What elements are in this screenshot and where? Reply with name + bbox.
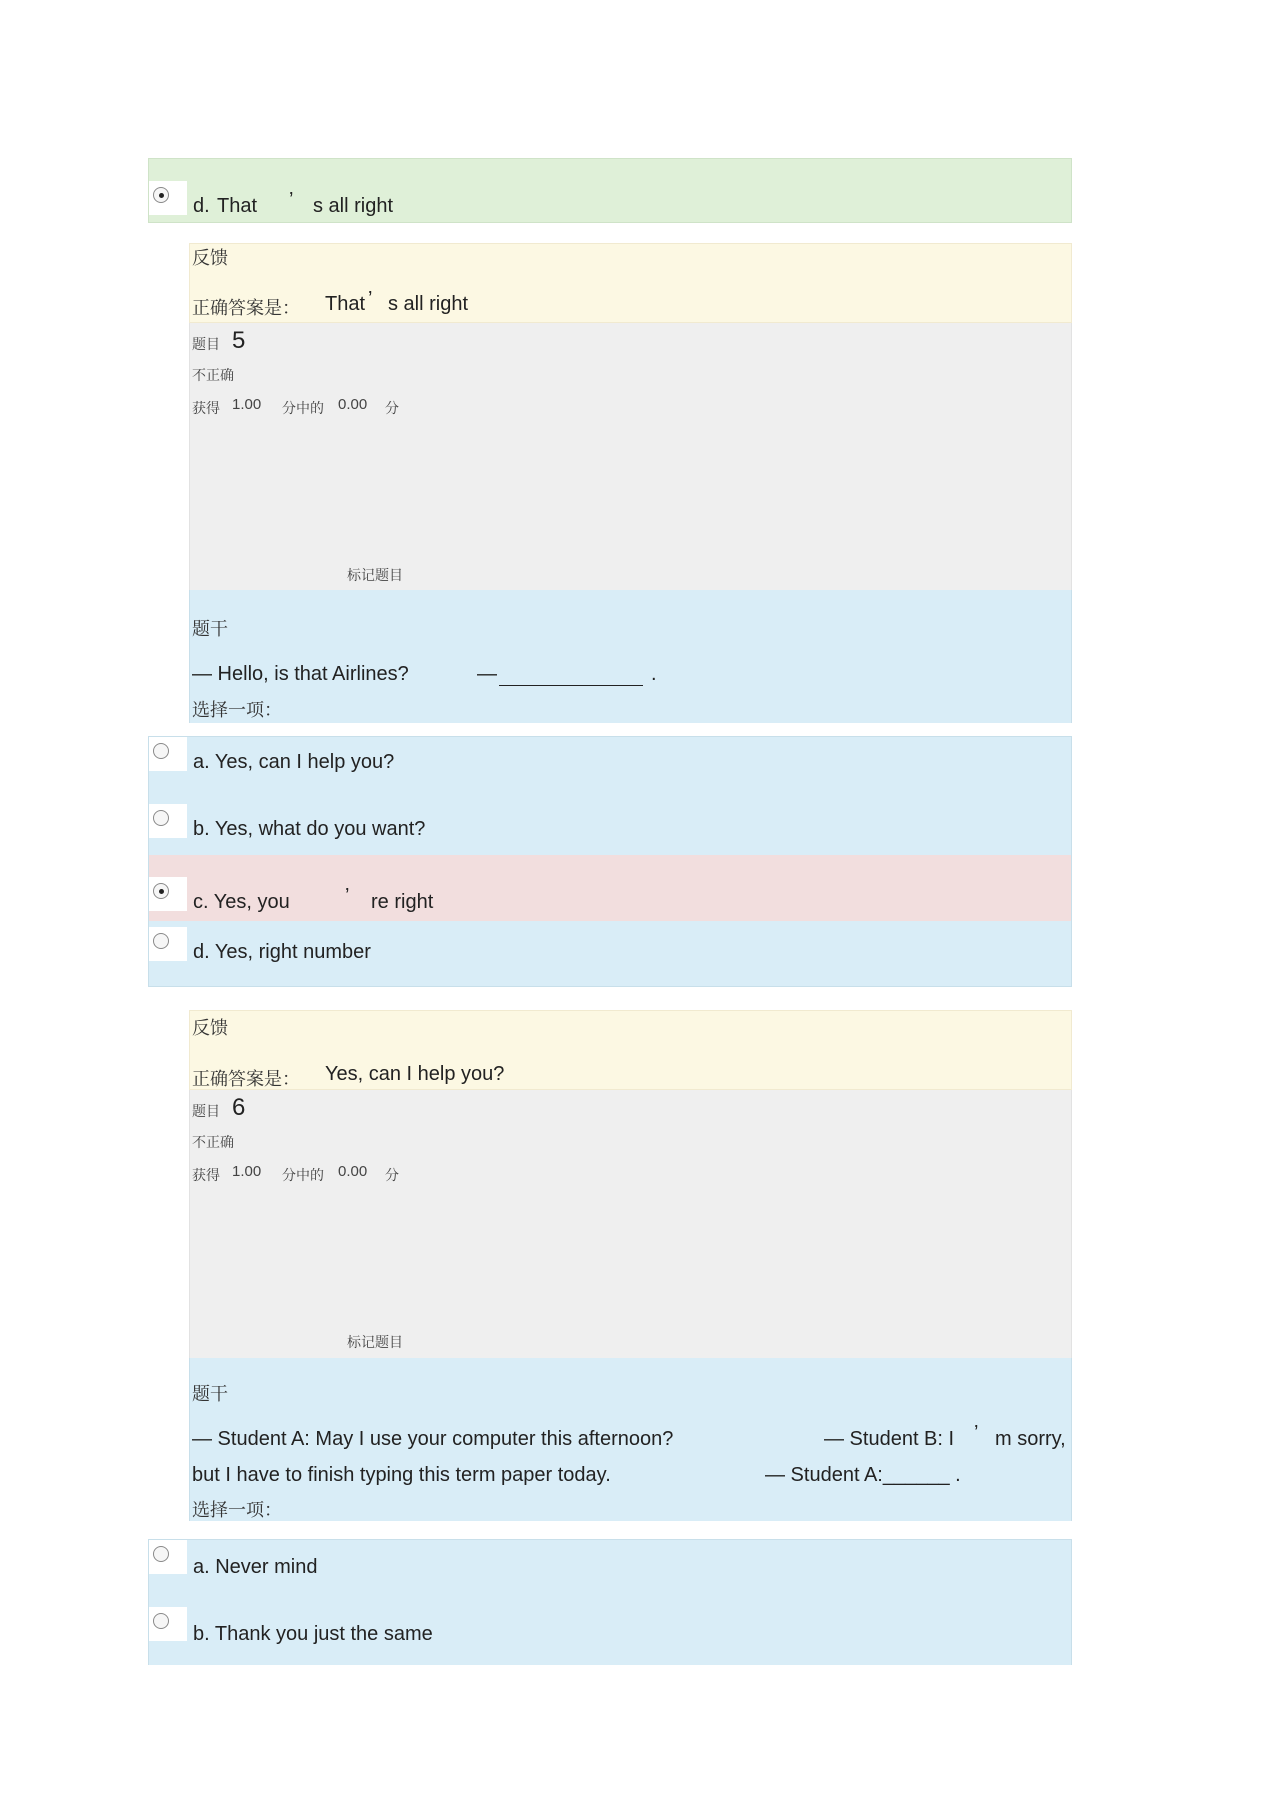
option-text: b. Yes, what do you want? [193,818,426,840]
option-text-tail: re right [371,891,434,913]
option-row-a[interactable] [149,737,1071,797]
option-text: d. Yes, right number [193,941,371,963]
stem-heading: 题干 [192,619,228,640]
radio-ring-icon [153,1546,169,1562]
radio-button[interactable] [149,737,187,771]
radio-ring-icon [153,883,169,899]
radio-button[interactable] [149,1607,187,1641]
radio-dot-icon [159,193,164,198]
flag-question-link[interactable]: 标记题目 [347,1335,403,1351]
option-text: a. Never mind [193,1556,318,1578]
radio-ring-icon [153,933,169,949]
max-value: 0.00 [338,396,368,413]
option-letter: d. [193,195,210,217]
option-text: a. Yes, can I help you? [193,751,395,773]
question-status: 不正确 [192,1135,234,1151]
radio-button[interactable] [149,804,187,838]
question-status: 不正确 [192,368,234,384]
choose-one-label: 选择一项： [192,700,282,721]
correct-answer-text: That [325,293,366,315]
radio-button[interactable] [149,927,187,961]
option-text: That [217,195,258,217]
option-text: c. Yes, you [193,891,290,913]
q5-stem-panel [189,590,1072,723]
radio-button-selected[interactable] [149,181,187,215]
radio-button-selected[interactable] [149,877,187,911]
correct-answer-text: Yes, can I help you? [325,1063,505,1085]
of-label: 分中的 [282,401,324,417]
feedback-heading: 反馈 [192,248,228,269]
question-number: 6 [232,1094,246,1121]
max-value: 0.00 [338,1163,368,1180]
earned-value: 1.00 [232,1163,262,1180]
earned-label: 获得 [192,1168,220,1184]
correct-answer-tail: s all right [388,293,469,315]
stem-period: . [651,663,657,685]
points-unit: 分 [385,401,399,417]
correct-answer-label: 正确答案是： [192,298,300,319]
earned-value: 1.00 [232,396,262,413]
stem-line2: but I have to finish typing this term paper today. [192,1464,611,1486]
q4-feedback-panel [189,243,1072,323]
earned-label: 获得 [192,401,220,417]
apostrophe: ’ [345,885,350,907]
stem-line1-b: — Student B: I [824,1428,955,1450]
points-unit: 分 [385,1168,399,1184]
flag-question-link[interactable]: 标记题目 [347,568,403,584]
q6-info-panel [189,1090,1072,1358]
q5-options-list [148,736,1072,987]
choose-one-label: 选择一项： [192,1500,282,1521]
stem-heading: 题干 [192,1384,228,1405]
apostrophe: ’ [289,189,294,211]
option-row-b[interactable] [149,797,1071,857]
radio-ring-icon [153,1613,169,1629]
feedback-heading: 反馈 [192,1018,228,1039]
option-text-tail: s all right [313,195,394,217]
radio-ring-icon [153,810,169,826]
q5-feedback-panel [189,1010,1072,1090]
option-row-c-selected[interactable] [149,855,1071,921]
option-row-b[interactable] [149,1602,1071,1664]
stem-line1: — Student A: May I use your computer this afternoon? [192,1428,674,1450]
question-label: 题目 [192,337,220,353]
apostrophe: ’ [368,288,373,310]
stem-line1-c: m sorry, [995,1428,1066,1450]
option-row-a[interactable] [149,1540,1071,1602]
correct-answer-label: 正确答案是： [192,1069,300,1090]
stem-dash: — [477,663,497,685]
question-label: 题目 [192,1104,220,1120]
q6-options-list [148,1539,1072,1665]
stem-line2-b: — Student A:______ . [765,1464,961,1486]
apostrophe: ’ [974,1422,979,1444]
option-text: b. Thank you just the same [193,1623,433,1645]
radio-ring-icon [153,743,169,759]
answer-blank [499,685,643,686]
q5-info-panel [189,323,1072,590]
question-number: 5 [232,327,246,354]
radio-dot-icon [159,889,164,894]
radio-button[interactable] [149,1540,187,1574]
q4-option-d-row[interactable] [148,158,1072,223]
stem-text: — Hello, is that Airlines? [192,663,409,685]
of-label: 分中的 [282,1168,324,1184]
radio-ring-icon [153,187,169,203]
option-row-d[interactable] [149,921,1071,986]
q6-stem-panel [189,1358,1072,1521]
